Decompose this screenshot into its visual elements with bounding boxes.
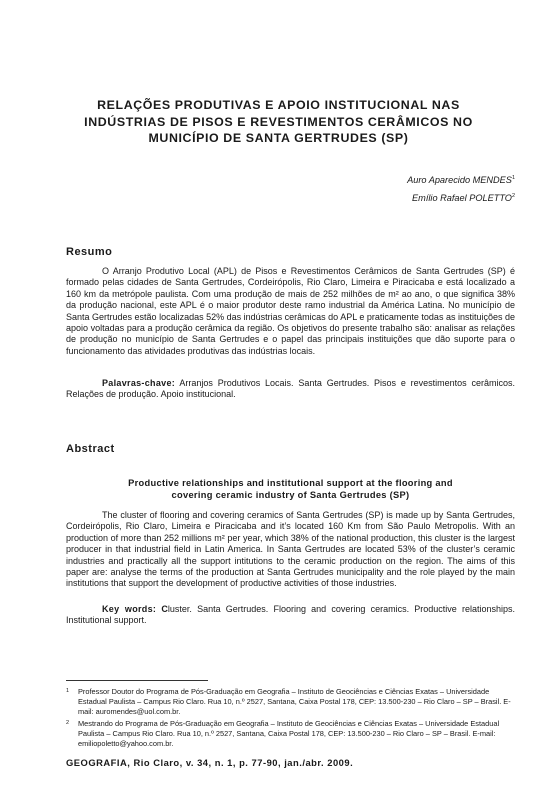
footnote <box>66 687 515 717</box>
abstract-title-line: Productive relationships and institutional support at the flooring and <box>128 478 453 488</box>
author <box>407 189 515 207</box>
footnote-mark: 1 <box>66 688 70 694</box>
author-footnote-mark: 2 <box>511 192 515 199</box>
author-footnote-mark: 1 <box>511 175 515 181</box>
abstract-heading: Abstract <box>66 443 115 455</box>
author-name: Auro Aparecido MENDES <box>407 175 512 186</box>
author-name: Emílio Rafael POLETTO <box>412 192 512 203</box>
abstract-text: The cluster of flooring and covering ceramics of Santa Gertrudes (SP) is made up by Santa Gertrudes, Cordeirópolis, Rio Claro, Limeira e Piracicaba and it’s located 160 Km from São Paulo Metropolis. With an production of more than 252 millions m² per year, which 38% of the national production, this cluster is the largest producer in that industrial field in Latin America. In Santa Gertrudes are located 53% of the cluster’s ceramic industries and practically all the support intitutions to the ceramic production on the region. The aims of this paper are: analyse the terms of the production at Santa Gertrudes municipality and the role played by the main institutions that support the development of productive activities of those industries. <box>66 510 515 589</box>
footnote-mark: 2 <box>66 720 70 726</box>
abstract-title-line: covering ceramic industry of Santa Gertrudes (SP) <box>171 490 410 500</box>
abstract-body <box>66 510 515 590</box>
article-title <box>60 97 497 147</box>
keywords-first-letter: C <box>161 604 168 614</box>
footnote-text: Mestrando do Programa de Pós-Graduação em Geografia – Instituto de Geociências e Ciências Exatas – Universidade Estadual Paulista – Campus Rio Claro. Rua 10, n.º 2527, Santana, Caixa Postal 178, CEP: 13.500-230 – Rio Claro – SP – Brasil. E-mail: emiliopoletto@yahoo.com.br. <box>78 719 500 748</box>
keywords-text: luster. Santa Gertrudes. Flooring and covering ceramics. Productive relationships. Institutional support. <box>66 604 515 626</box>
title-line: RELAÇÕES PRODUTIVAS E APOIO INSTITUCIONAL NAS <box>97 98 460 112</box>
footnote-divider <box>66 680 208 681</box>
abstract-keywords <box>66 604 515 627</box>
keywords-label: Palavras-chave: <box>102 378 176 388</box>
author-list <box>407 171 515 206</box>
journal-citation: GEOGRAFIA, Rio Claro, v. 34, n. 1, p. 77-90, jan./abr. 2009. <box>66 757 354 768</box>
abstract-title <box>66 477 515 501</box>
footnote-text: Professor Doutor do Programa de Pós-Graduação em Geografia – Instituto de Geociências e Ciências Exatas – Universidade Estadual Paulista – Campus Rio Claro. Rua 10, n.º 2527, Santana, Caixa Postal 178, CEP: 13.500-230 – Rio Claro – SP – Brasil. E-mail: auromendes@uol.com.br. <box>78 687 511 716</box>
resumo-heading: Resumo <box>66 246 113 258</box>
keywords-label: Key words: <box>102 604 157 614</box>
resumo-keywords <box>66 378 515 401</box>
title-line: MUNICÍPIO DE SANTA GERTRUDES (SP) <box>148 131 409 145</box>
footnote <box>66 719 515 749</box>
keywords-text: Arranjos Produtivos Locais. Santa Gertrudes. Pisos e revestimentos cerâmicos. Relações de produção. Apoio institucional. <box>66 378 515 400</box>
resumo-body <box>66 266 515 357</box>
resumo-text: O Arranjo Produtivo Local (APL) de Pisos e Revestimentos Cerâmicos de Santa Gertrudes (SP) é formado pelas cidades de Santa Gertrudes, Cordeirópolis, Rio Claro, Limeira e Piracicaba e está localizado a 160 km da metrópole paulista. Com uma produção de mais de 252 milhões de m² ao ano, o que significa 38% da produção nacional, este APL é o maior produtor deste ramo industrial da América Latina. No município de Santa Gertrudes estão localizadas 52% das indústrias cerâmicas do APL e praticamente todas as instituições de apoio voltadas para a produção cerâmica da região. Os objetivos do presente trabalho são: analisar as relações de produção no município de Santa Gertrudes e o papel das principais instituições que dão suporte para o funcionamento das atividades produtivas das indústrias locais. <box>66 266 515 356</box>
title-line: INDÚSTRIAS DE PISOS E REVESTIMENTOS CERÂMICOS NO <box>84 114 473 129</box>
author <box>407 171 515 189</box>
